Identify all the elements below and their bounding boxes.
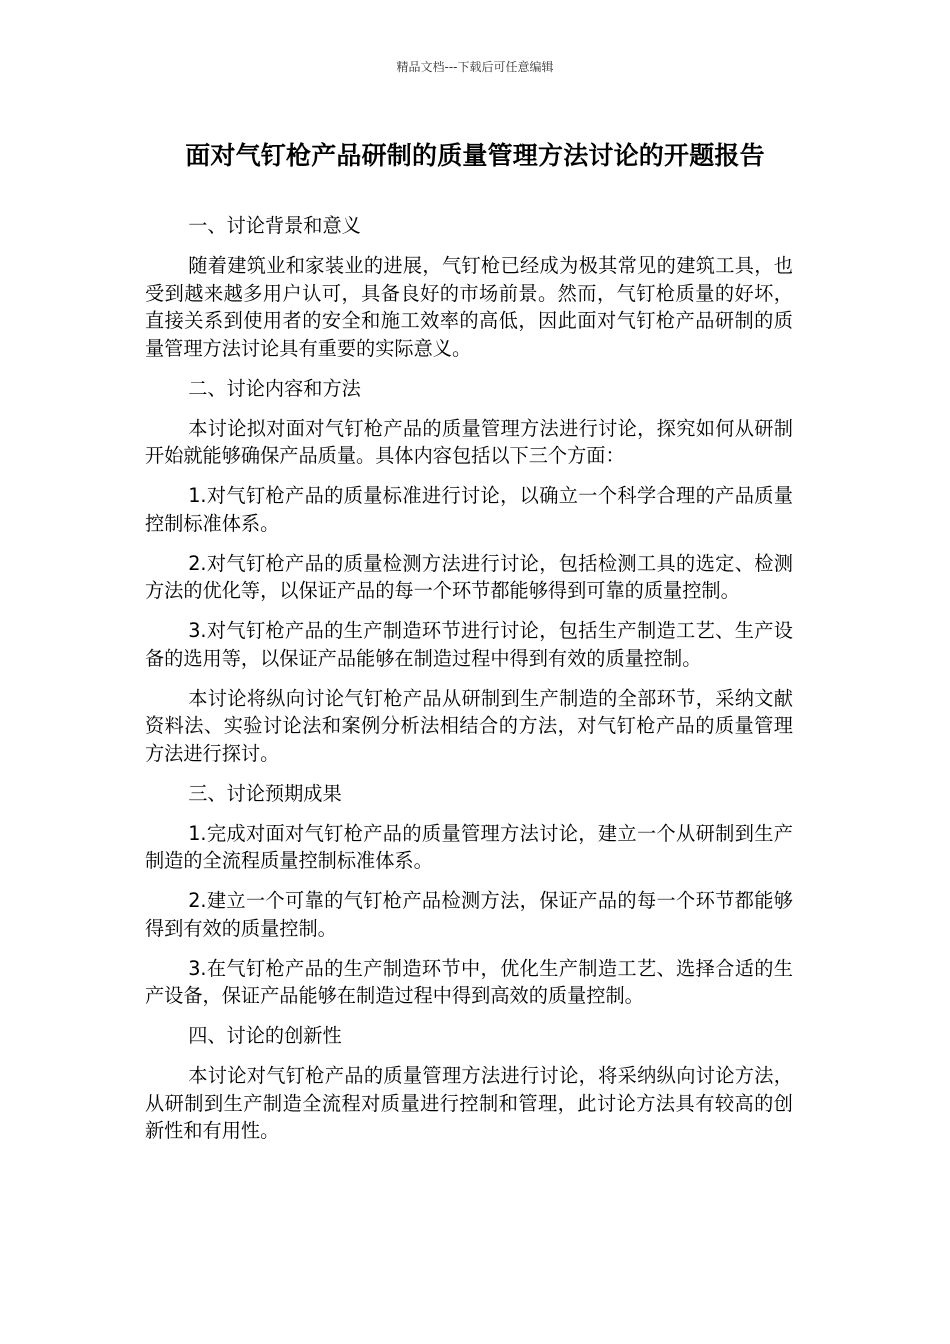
list-item-content-2: 2.对气钉枪产品的质量检测方法进行讨论，包括检测工具的选定、检测方法的优化等，以保证产品的每一个环节都能够得到可靠的质量控制。	[145, 551, 793, 602]
section-heading-background: 一、讨论背景和意义	[188, 214, 361, 237]
list-item-content-3: 3.对气钉枪产品的生产制造环节进行讨论，包括生产制造工艺、生产设备的选用等，以保证产品能够在制造过程中得到有效的质量控制。	[145, 619, 793, 670]
list-item-result-2: 2.建立一个可靠的气钉枪产品检测方法，保证产品的每一个环节都能够得到有效的质量控制。	[145, 889, 793, 940]
section-heading-content-method: 二、讨论内容和方法	[188, 376, 361, 400]
section-heading-innovation: 四、讨论的创新性	[188, 1024, 342, 1047]
section-heading-expected-results: 三、讨论预期成果	[188, 781, 342, 805]
list-item-result-3: 3.在气钉枪产品的生产制造环节中，优化生产制造工艺、选择合适的生产设备，保证产品能够在制造过程中得到高效的质量控制。	[145, 956, 793, 1007]
paragraph-method: 本讨论将纵向讨论气钉枪产品从研制到生产制造的全部环节，采纳文献资料法、实验讨论法和案例分析法相结合的方法，对气钉枪产品的质量管理方法进行探讨。	[145, 686, 793, 765]
list-item-content-1: 1.对气钉枪产品的质量标准进行讨论，以确立一个科学合理的产品质量控制标准体系。	[145, 484, 793, 535]
list-item-result-1: 1.完成对面对气钉枪产品的质量管理方法讨论，建立一个从研制到生产制造的全流程质量控制标准体系。	[145, 821, 793, 872]
document-body	[145, 212, 793, 1157]
header-note: 精品文档---下载后可任意编辑	[396, 60, 554, 74]
document-title: 面对气钉枪产品研制的质量管理方法讨论的开题报告	[185, 141, 765, 170]
paragraph-background: 随着建筑业和家装业的进展，气钉枪已经成为极其常见的建筑工具，也受到越来越多用户认可，具备良好的市场前景。然而，气钉枪质量的好坏，直接关系到使用者的安全和施工效率的高低，因此面对气钉枪产品研制的质量管理方法讨论具有重要的实际意义。	[145, 254, 793, 360]
paragraph-innovation: 本讨论对气钉枪产品的质量管理方法进行讨论，将采纳纵向讨论方法，从研制到生产制造全流程对质量进行控制和管理，此讨论方法具有较高的创新性和有用性。	[145, 1064, 793, 1142]
paragraph-content-intro: 本讨论拟对面对气钉枪产品的质量管理方法进行讨论，探究如何从研制开始就能够确保产品质量。具体内容包括以下三个方面：	[145, 416, 793, 467]
